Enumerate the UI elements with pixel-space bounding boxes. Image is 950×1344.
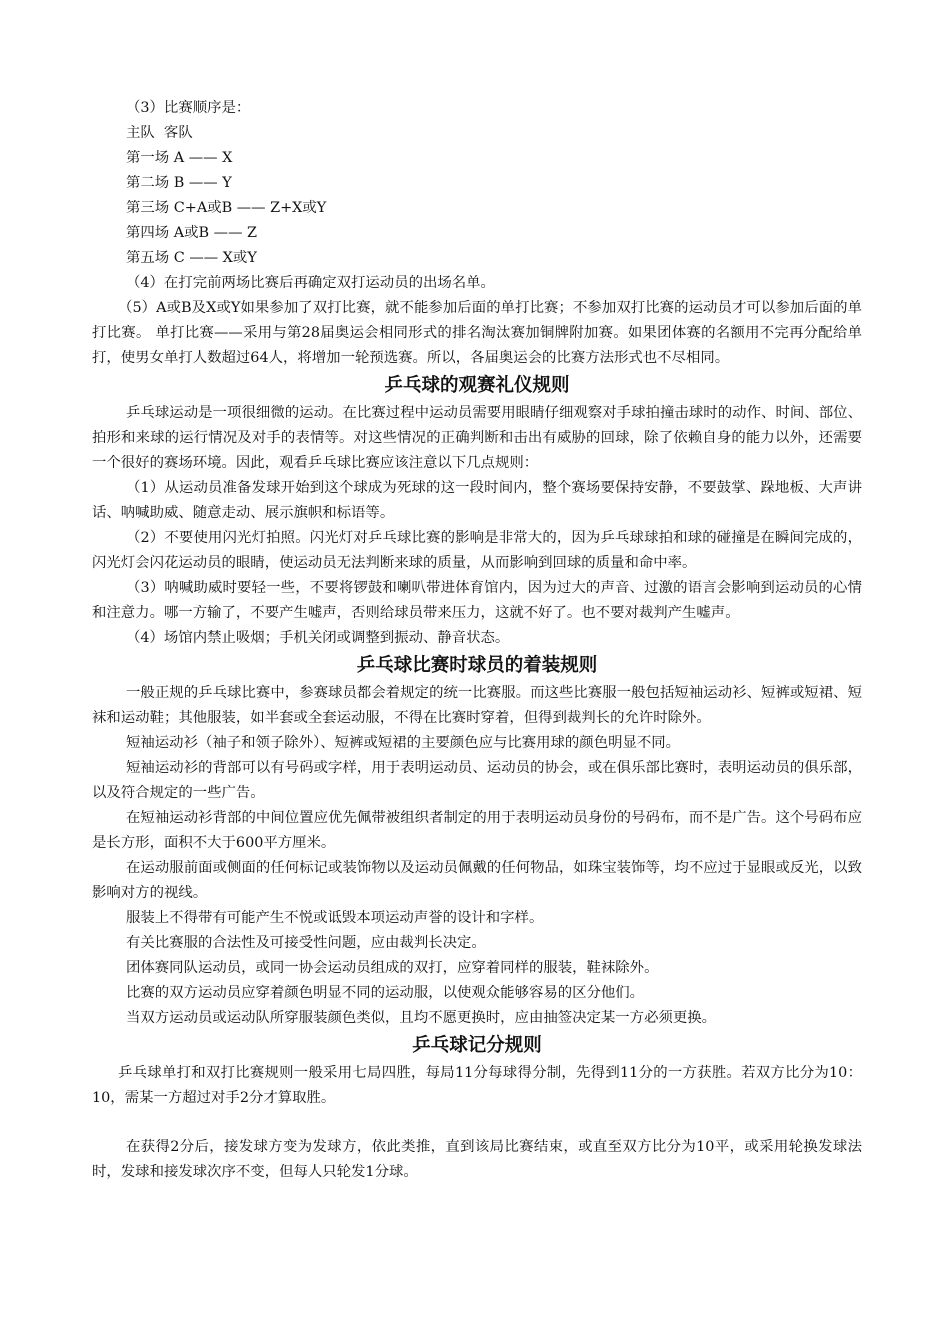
paragraph: 乒乓球运动是一项很细微的运动。在比赛过程中运动员需要用眼睛仔细观察对手球拍撞击球时的动作、时间、部位、拍形和来球的运行情况及对手的表情等。对这些情况的正确判断和击出有威胁的回球，除了依赖自身的能力以外，还需要一个很好的赛场环境。因此，观看乒乓球比赛应该注意以下几点规则： bbox=[92, 405, 862, 471]
section-title: 乒乓球记分规则 bbox=[412, 1035, 542, 1056]
blank-line bbox=[92, 1111, 862, 1135]
list-item: （4）场馆内禁止吸烟；手机关闭或调整到振动、静音状态。 bbox=[126, 630, 510, 646]
document-page bbox=[92, 96, 862, 1185]
paragraph: 乒乓球单打和双打比赛规则一般采用七局四胜，每局11分每球得分制，先得到11分的一方获胜。若双方比分为10：10，需某一方超过对手2分才算取胜。 bbox=[92, 1065, 862, 1106]
attire-section bbox=[92, 651, 862, 1031]
list-item: （2）不要使用闪光灯拍照。闪光灯对乒乓球比赛的影响是非常大的，因为乒乓球球拍和球的碰撞是在瞬间完成的，闪光灯会闪花运动员的眼睛，使运动员无法判断来球的质量，从而影响到回球的质量和命中率。 bbox=[92, 530, 862, 571]
paragraph: 在运动服前面或侧面的任何标记或装饰物以及运动员佩戴的任何物品，如珠宝装饰等，均不应过于显眼或反光，以致影响对方的视线。 bbox=[92, 860, 862, 901]
scoring-section bbox=[92, 1031, 862, 1185]
order-row: 第二场 B —— Y bbox=[126, 175, 232, 191]
paragraph: 比赛的双方运动员应穿着颜色明显不同的运动服，以使观众能够容易的区分他们。 bbox=[126, 985, 645, 1001]
etiquette-section bbox=[92, 371, 862, 651]
order-note-5: （5）A或B及X或Y如果参加了双打比赛，就不能参加后面的单打比赛；不参加双打比赛的运动员才可以参加后面的单打比赛。 单打比赛——采用与第28届奥运会相同形式的排名淘汰赛加铜牌附加赛。如果团体赛的名额用不完再分配给单打，使男女单打人数超过64人，将增加一轮预选赛。所以，各届奥运会的比赛方法形式也不尽相同。 bbox=[92, 300, 862, 366]
paragraph: 短袖运动衫的背部可以有号码或字样，用于表明运动员、运动员的协会，或在俱乐部比赛时，表明运动员的俱乐部，以及符合规定的一些广告。 bbox=[92, 760, 862, 801]
order-row: 第三场 C+A或B —— Z+X或Y bbox=[126, 200, 327, 216]
list-item: （1）从运动员准备发球开始到这个球成为死球的这一段时间内，整个赛场要保持安静，不要鼓掌、跺地板、大声讲话、呐喊助威、随意走动、展示旗帜和标语等。 bbox=[92, 480, 862, 521]
order-note-4: （4）在打完前两场比赛后再确定双打运动员的出场名单。 bbox=[126, 275, 495, 291]
paragraph: 团体赛同队运动员，或同一协会运动员组成的双打，应穿着同样的服装，鞋袜除外。 bbox=[126, 960, 659, 976]
order-row: 第一场 A —— X bbox=[126, 150, 233, 166]
section-title: 乒乓球比赛时球员的着装规则 bbox=[356, 655, 598, 676]
match-order-section bbox=[92, 96, 862, 371]
list-item: （3）呐喊助威时要轻一些，不要将锣鼓和喇叭带进体育馆内，因为过大的声音、过激的语言会影响到运动员的心情和注意力。哪一方输了，不要产生嘘声，否则给球员带来压力，这就不好了。也不要对裁判产生嘘声。 bbox=[92, 580, 862, 621]
paragraph: 服装上不得带有可能产生不悦或诋毁本项运动声誉的设计和字样。 bbox=[126, 910, 544, 926]
paragraph: 有关比赛服的合法性及可接受性问题，应由裁判长决定。 bbox=[126, 935, 486, 951]
order-row: 第四场 A或B —— Z bbox=[126, 225, 258, 241]
section-title: 乒乓球的观赛礼仪规则 bbox=[384, 375, 570, 396]
paragraph: 一般正规的乒乓球比赛中，参赛球员都会着规定的统一比赛服。而这些比赛服一般包括短袖运动衫、短裤或短裙、短袜和运动鞋；其他服装，如半套或全套运动服，不得在比赛时穿着，但得到裁判长的允许时除外。 bbox=[92, 685, 862, 726]
paragraph: 短袖运动衫（袖子和领子除外）、短裤或短裙的主要颜色应与比赛用球的颜色明显不同。 bbox=[126, 735, 681, 751]
paragraph: 在获得2分后，接发球方变为发球方，依此类推，直到该局比赛结束，或直至双方比分为10平，或采用轮换发球法时，发球和接发球次序不变，但每人只轮发1分球。 bbox=[92, 1139, 862, 1180]
order-intro: （3）比赛顺序是： bbox=[126, 100, 251, 116]
paragraph: 在短袖运动衫背部的中间位置应优先佩带被组织者制定的用于表明运动员身份的号码布，而不是广告。这个号码布应是长方形，面积不大于600平方厘米。 bbox=[92, 810, 862, 851]
paragraph: 当双方运动员或运动队所穿服装颜色类似，且均不愿更换时，应由抽签决定某一方必须更换。 bbox=[126, 1010, 717, 1026]
order-row: 第五场 C —— X或Y bbox=[126, 250, 257, 266]
order-header: 主队 客队 bbox=[126, 125, 193, 141]
